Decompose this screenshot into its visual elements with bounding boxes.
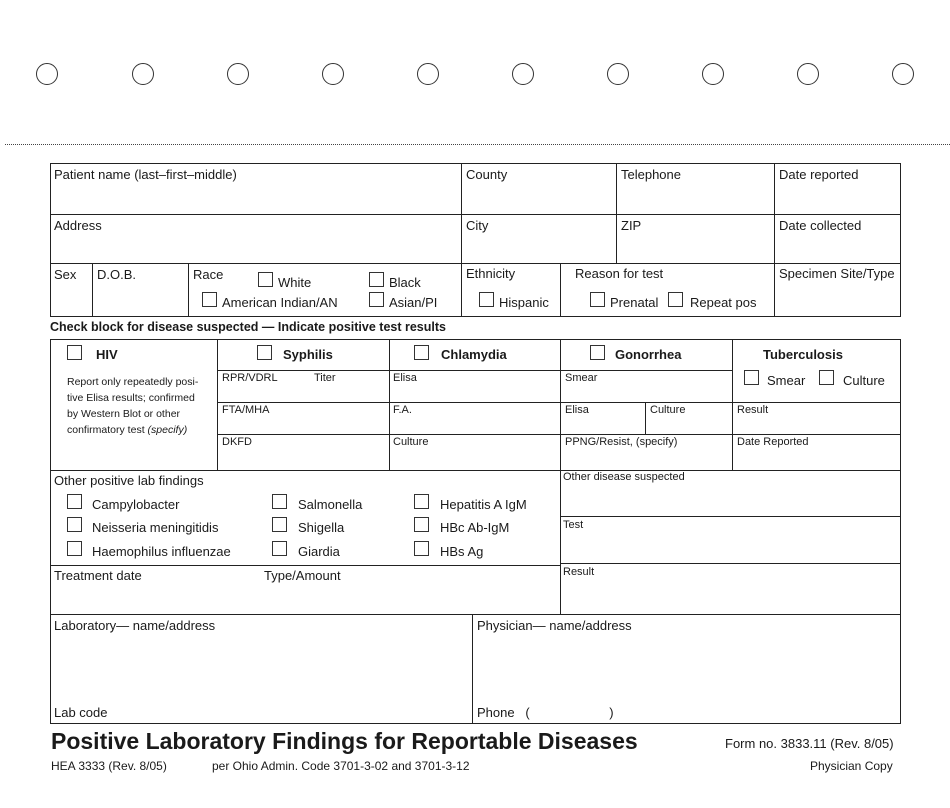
race-asian-label: Asian/PI <box>389 295 438 310</box>
syphilis-fta-label: FTA/MHA <box>222 404 270 416</box>
rule <box>461 163 462 317</box>
hiv-note-line: tive Elisa results; confirmed <box>67 392 195 404</box>
hbc-checkbox[interactable] <box>414 517 429 532</box>
chlamydia-label: Chlamydia <box>441 347 507 362</box>
tb-culture-label: Culture <box>843 373 885 388</box>
campylobacter-checkbox[interactable] <box>67 494 82 509</box>
hea-code: HEA 3333 (Rev. 8/05) <box>51 759 167 773</box>
race-white-checkbox[interactable] <box>258 272 273 287</box>
laboratory-label: Laboratory— name/address <box>54 618 216 633</box>
syphilis-titer-label: Titer <box>314 372 336 384</box>
instruction-heading: Check block for disease suspected — Indicate positive test results <box>50 320 446 334</box>
giardia-label: Giardia <box>298 544 340 559</box>
hiv-note-line: by Western Blot or other <box>67 408 181 420</box>
chlamydia-culture-label: Culture <box>393 436 429 448</box>
specimen-label: Specimen Site/Type <box>779 266 895 281</box>
rule <box>645 402 646 434</box>
syphilis-dkfd-label: DKFD <box>222 436 252 448</box>
rule <box>560 263 561 317</box>
ethnicity-label: Ethnicity <box>466 266 516 281</box>
form-title: Positive Laboratory Findings for Reportable Diseases <box>51 728 638 754</box>
rule <box>217 402 901 403</box>
rule <box>774 163 775 317</box>
rule <box>472 614 473 724</box>
rule <box>217 434 901 435</box>
reason-repeat-pos-checkbox[interactable] <box>668 292 683 307</box>
rule <box>50 470 901 471</box>
giardia-checkbox[interactable] <box>272 541 287 556</box>
sex-label: Sex <box>54 267 77 282</box>
rule <box>188 263 189 317</box>
lab-code-label: Lab code <box>54 705 108 720</box>
chlamydia-checkbox[interactable] <box>414 345 429 360</box>
salmonella-checkbox[interactable] <box>272 494 287 509</box>
tb-result-label: Result <box>737 404 769 416</box>
race-black-label: Black <box>389 275 421 290</box>
dob-label: D.O.B. <box>97 267 137 282</box>
syphilis-rpr-label: RPR/VDRL <box>222 372 278 384</box>
rule <box>50 614 901 615</box>
rule <box>900 339 901 724</box>
ohio-admin-code: per Ohio Admin. Code 3701-3-02 and 3701-3-12 <box>212 759 470 773</box>
race-asian-checkbox[interactable] <box>369 292 384 307</box>
rule <box>50 339 901 340</box>
hiv-label: HIV <box>96 347 118 362</box>
binder-hole <box>132 63 154 85</box>
telephone-label: Telephone <box>621 167 681 182</box>
race-white-label: White <box>278 275 312 290</box>
ethnicity-hispanic-label: Hispanic <box>499 295 549 310</box>
binder-hole <box>892 63 914 85</box>
gonorrhea-smear-label: Smear <box>565 372 598 384</box>
patient-name-label: Patient name (last–first–middle) <box>54 167 237 182</box>
zip-label: ZIP <box>621 218 642 233</box>
race-label: Race <box>193 267 224 282</box>
campylobacter-label: Campylobacter <box>92 497 180 512</box>
hbs-label: HBs Ag <box>440 544 484 559</box>
rule <box>50 339 51 724</box>
reason-prenatal-label: Prenatal <box>610 295 659 310</box>
binder-hole <box>512 63 534 85</box>
rule <box>50 565 561 566</box>
gonorrhea-ppng-label: PPNG/Resist, (specify) <box>565 436 678 448</box>
hiv-note-line: Report only repeatedly posi- <box>67 376 199 388</box>
rule <box>616 163 617 264</box>
rule <box>560 563 901 564</box>
treatment-date-label: Treatment date <box>54 568 142 583</box>
hepatitis-a-checkbox[interactable] <box>414 494 429 509</box>
race-american-indian-checkbox[interactable] <box>202 292 217 307</box>
shigella-checkbox[interactable] <box>272 517 287 532</box>
ethnicity-hispanic-checkbox[interactable] <box>479 292 494 307</box>
reason-for-test-label: Reason for test <box>575 266 664 281</box>
hbs-checkbox[interactable] <box>414 541 429 556</box>
gonorrhea-checkbox[interactable] <box>590 345 605 360</box>
other-findings-label: Other positive lab findings <box>54 473 204 488</box>
rule <box>50 723 901 724</box>
tb-culture-checkbox[interactable] <box>819 370 834 385</box>
neisseria-checkbox[interactable] <box>67 517 82 532</box>
binder-hole <box>797 63 819 85</box>
phone-label: Phone ( ) <box>477 705 614 720</box>
binder-hole <box>227 63 249 85</box>
hiv-note-text: confirmatory test <box>67 424 145 436</box>
salmonella-label: Salmonella <box>298 497 363 512</box>
test-label: Test <box>563 519 584 531</box>
rule <box>732 339 733 471</box>
haemophilus-checkbox[interactable] <box>67 541 82 556</box>
hepatitis-a-label: Hepatitis A IgM <box>440 497 527 512</box>
tb-smear-checkbox[interactable] <box>744 370 759 385</box>
reason-repeat-pos-label: Repeat pos <box>690 295 757 310</box>
binder-hole <box>36 63 58 85</box>
rule <box>389 339 390 471</box>
copy-designation: Physician Copy <box>810 759 893 773</box>
chlamydia-elisa-label: Elisa <box>393 372 417 384</box>
other-disease-label: Other disease suspected <box>563 471 685 483</box>
rule <box>900 163 901 317</box>
physician-label: Physician— name/address <box>477 618 632 633</box>
race-black-checkbox[interactable] <box>369 272 384 287</box>
tb-smear-label: Smear <box>767 373 806 388</box>
syphilis-checkbox[interactable] <box>257 345 272 360</box>
hiv-note-specify: (specify) <box>147 424 188 436</box>
date-reported-label: Date reported <box>779 167 859 182</box>
race-american-indian-label: American Indian/AN <box>222 295 338 310</box>
rule <box>560 516 901 517</box>
haemophilus-label: Haemophilus influenzae <box>92 544 231 559</box>
hiv-checkbox[interactable] <box>67 345 82 360</box>
county-label: County <box>466 167 508 182</box>
rule <box>217 370 732 371</box>
date-collected-label: Date collected <box>779 218 862 233</box>
rule <box>50 163 51 317</box>
chlamydia-fa-label: F.A. <box>393 404 412 416</box>
hiv-note-line <box>67 422 217 438</box>
hiv-note <box>67 374 217 438</box>
address-label: Address <box>54 218 102 233</box>
result-label: Result <box>563 566 595 578</box>
tuberculosis-label: Tuberculosis <box>763 347 843 362</box>
neisseria-label: Neisseria meningitidis <box>92 520 219 535</box>
form-number: Form no. 3833.11 (Rev. 8/05) <box>725 736 894 751</box>
rule <box>92 263 93 317</box>
gonorrhea-label: Gonorrhea <box>615 347 682 362</box>
binder-hole <box>702 63 724 85</box>
binder-hole <box>322 63 344 85</box>
reason-prenatal-checkbox[interactable] <box>590 292 605 307</box>
type-amount-label: Type/Amount <box>264 568 341 583</box>
city-label: City <box>466 218 489 233</box>
binder-hole <box>417 63 439 85</box>
gonorrhea-elisa-label: Elisa <box>565 404 589 416</box>
perforation-line <box>5 144 950 145</box>
gonorrhea-culture-label: Culture <box>650 404 686 416</box>
rule <box>217 339 218 471</box>
tb-date-reported-label: Date Reported <box>737 436 809 448</box>
binder-hole <box>607 63 629 85</box>
syphilis-label: Syphilis <box>283 347 333 362</box>
shigella-label: Shigella <box>298 520 345 535</box>
hbc-label: HBc Ab-IgM <box>440 520 510 535</box>
rule <box>560 339 561 615</box>
